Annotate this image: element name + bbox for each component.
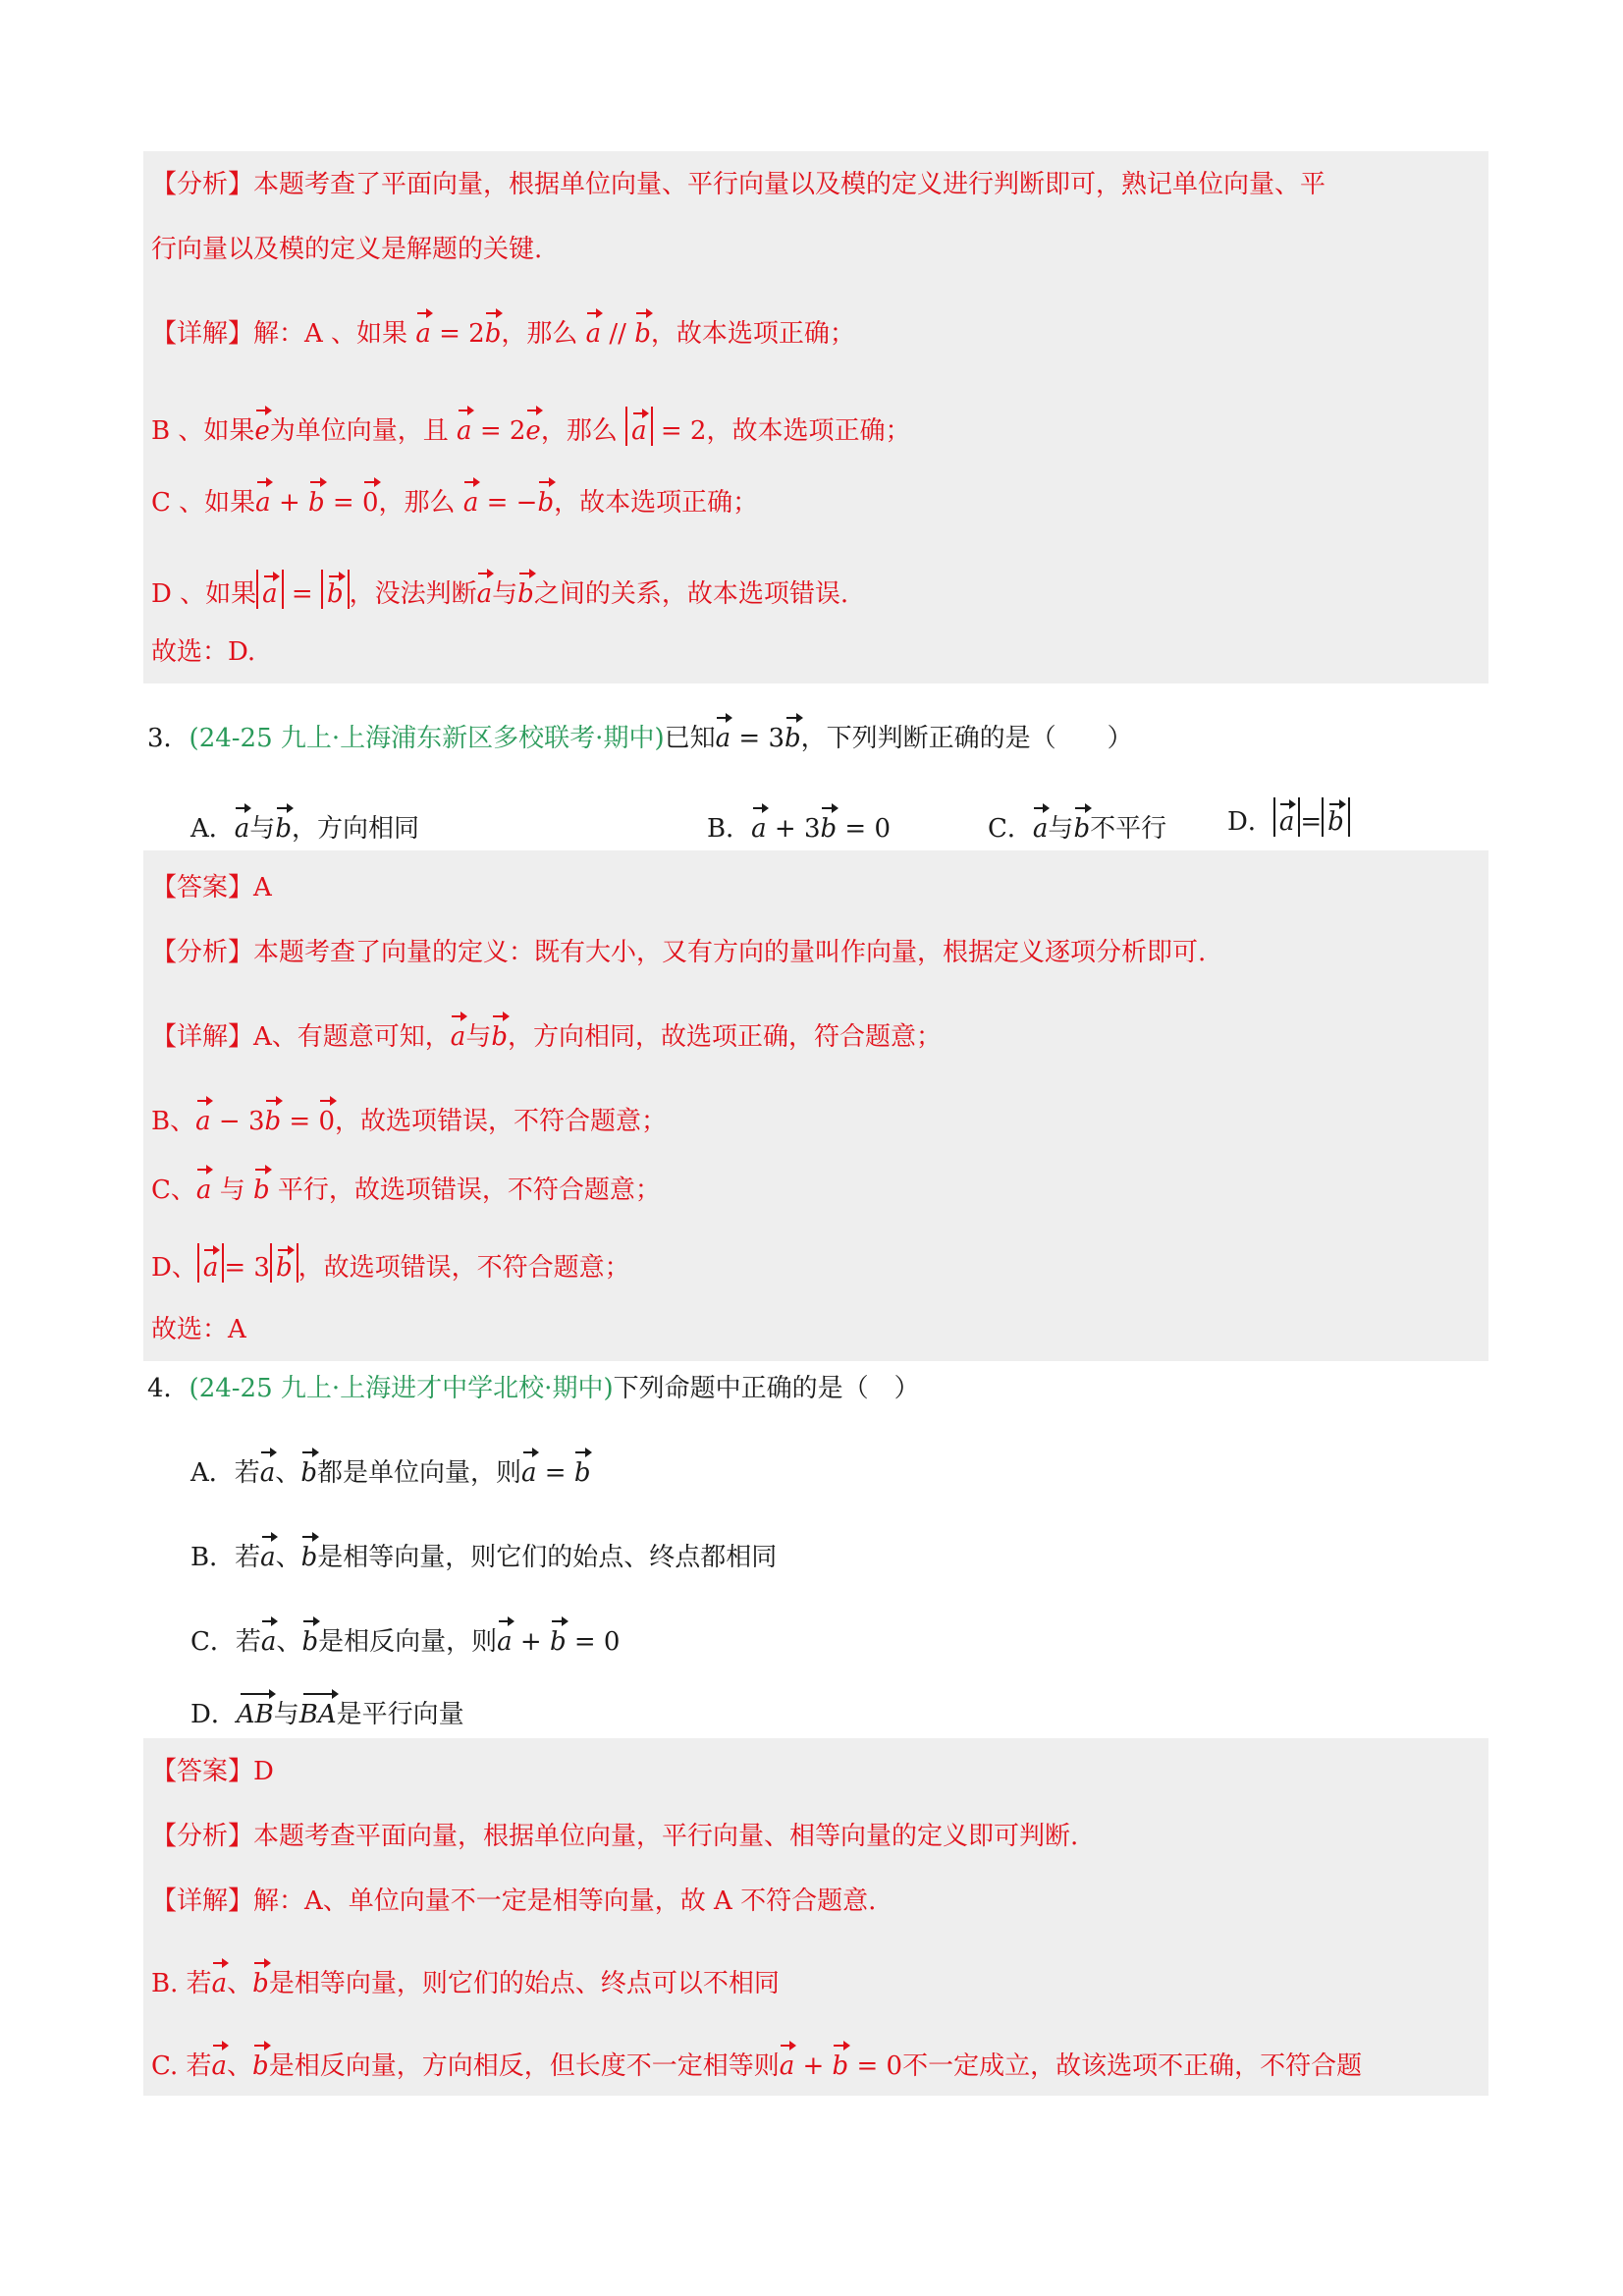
- answer-value: A: [253, 873, 272, 902]
- q3-detail-D: D、 a = 3 b ，故选项错误，不符合题意；: [151, 1243, 630, 1285]
- q3-option-D: D． a = b: [1227, 797, 1350, 840]
- q3-detail-A: 【详解】A、有题意可知，a与b，方向相同，故选项正确，符合题意；: [151, 1013, 942, 1055]
- question-number: 4．: [147, 1374, 189, 1403]
- q3-option-C: C．a与b不平行: [988, 805, 1166, 847]
- q2-detail-C: C 、如果a + b = 0，那么 a = −b，故本选项正确；: [151, 479, 758, 520]
- q4-option-C: C．若a、b是相反向量，则a + b = 0: [190, 1618, 620, 1660]
- q4-stem: 4．(24-25 九上·上海进才中学北校·期中)下列命题中正确的是（ ）: [147, 1374, 920, 1403]
- question-source: (24-25 九上·上海进才中学北校·期中): [189, 1374, 614, 1403]
- q4-analysis: 【分析】本题考查平面向量，根据单位向量，平行向量、相等向量的定义即可判断.: [151, 1822, 1079, 1851]
- q2-detail-D: D 、如果 a = b ，没法判断a与b之间的关系，故本选项错误.: [151, 570, 848, 612]
- q3-detail-B: B、a − 3b = 0，故选项错误，不符合题意；: [151, 1098, 667, 1139]
- q2-choose: 故选：D.: [151, 637, 256, 667]
- q4-detail-B: B. 若a、b是相等向量，则它们的始点、终点可以不相同: [151, 1960, 780, 2001]
- q3-detail-C: C、a 与 b 平行，故选项错误，不符合题意；: [151, 1167, 661, 1208]
- q4-option-A: A．若a、b都是单位向量，则a = b: [190, 1449, 590, 1491]
- analysis-label: 【分析】: [151, 170, 254, 199]
- q3-stem: 3．(24-25 九上·上海浦东新区多校联考·期中)已知a = 3b，下列判断正确的是（ ）: [147, 715, 1133, 756]
- q4-option-D: D．AB与BA是平行向量: [190, 1691, 464, 1732]
- detail-label: 【详解】: [151, 319, 254, 349]
- q2-analysis-line2: 行向量以及模的定义是解题的关键.: [151, 235, 543, 264]
- q3-choose: 故选：A: [151, 1315, 246, 1344]
- answer-value: D: [253, 1757, 274, 1786]
- q3-answer: 【答案】A: [151, 873, 272, 902]
- q2-detail-B: B 、如果e为单位向量，且 a = 2e，那么 a = 2，故本选项正确；: [151, 407, 910, 449]
- q4-answer: 【答案】D: [151, 1757, 274, 1786]
- q3-analysis: 【分析】本题考查了向量的定义：既有大小，又有方向的量叫作向量，根据定义逐项分析即可.: [151, 938, 1207, 967]
- q2-analysis-line1: 【分析】本题考查了平面向量，根据单位向量、平行向量以及模的定义进行判断即可，熟记单位向量、平: [151, 170, 1326, 199]
- q3-option-A: A．a与b，方向相同: [190, 805, 419, 847]
- q2-detail-A: 【详解】解：A 、如果 a = 2b，那么 a // b，故本选项正确；: [151, 310, 855, 352]
- question-source: (24-25 九上·上海浦东新区多校联考·期中): [189, 724, 665, 753]
- question-number: 3．: [147, 724, 189, 753]
- q4-option-B: B．若a、b是相等向量，则它们的始点、终点都相同: [190, 1534, 777, 1575]
- vector-a: a: [415, 310, 431, 352]
- q4-detail-C: C. 若a、b是相反向量，方向相反，但长度不一定相等则a + b = 0不一定成立，故该选项不正确，不符合题: [151, 2043, 1362, 2084]
- q4-detail-A: 【详解】解：A、单位向量不一定是相等向量，故 A 不符合题意.: [151, 1886, 877, 1916]
- q3-option-B: B．a + 3b = 0: [707, 805, 891, 847]
